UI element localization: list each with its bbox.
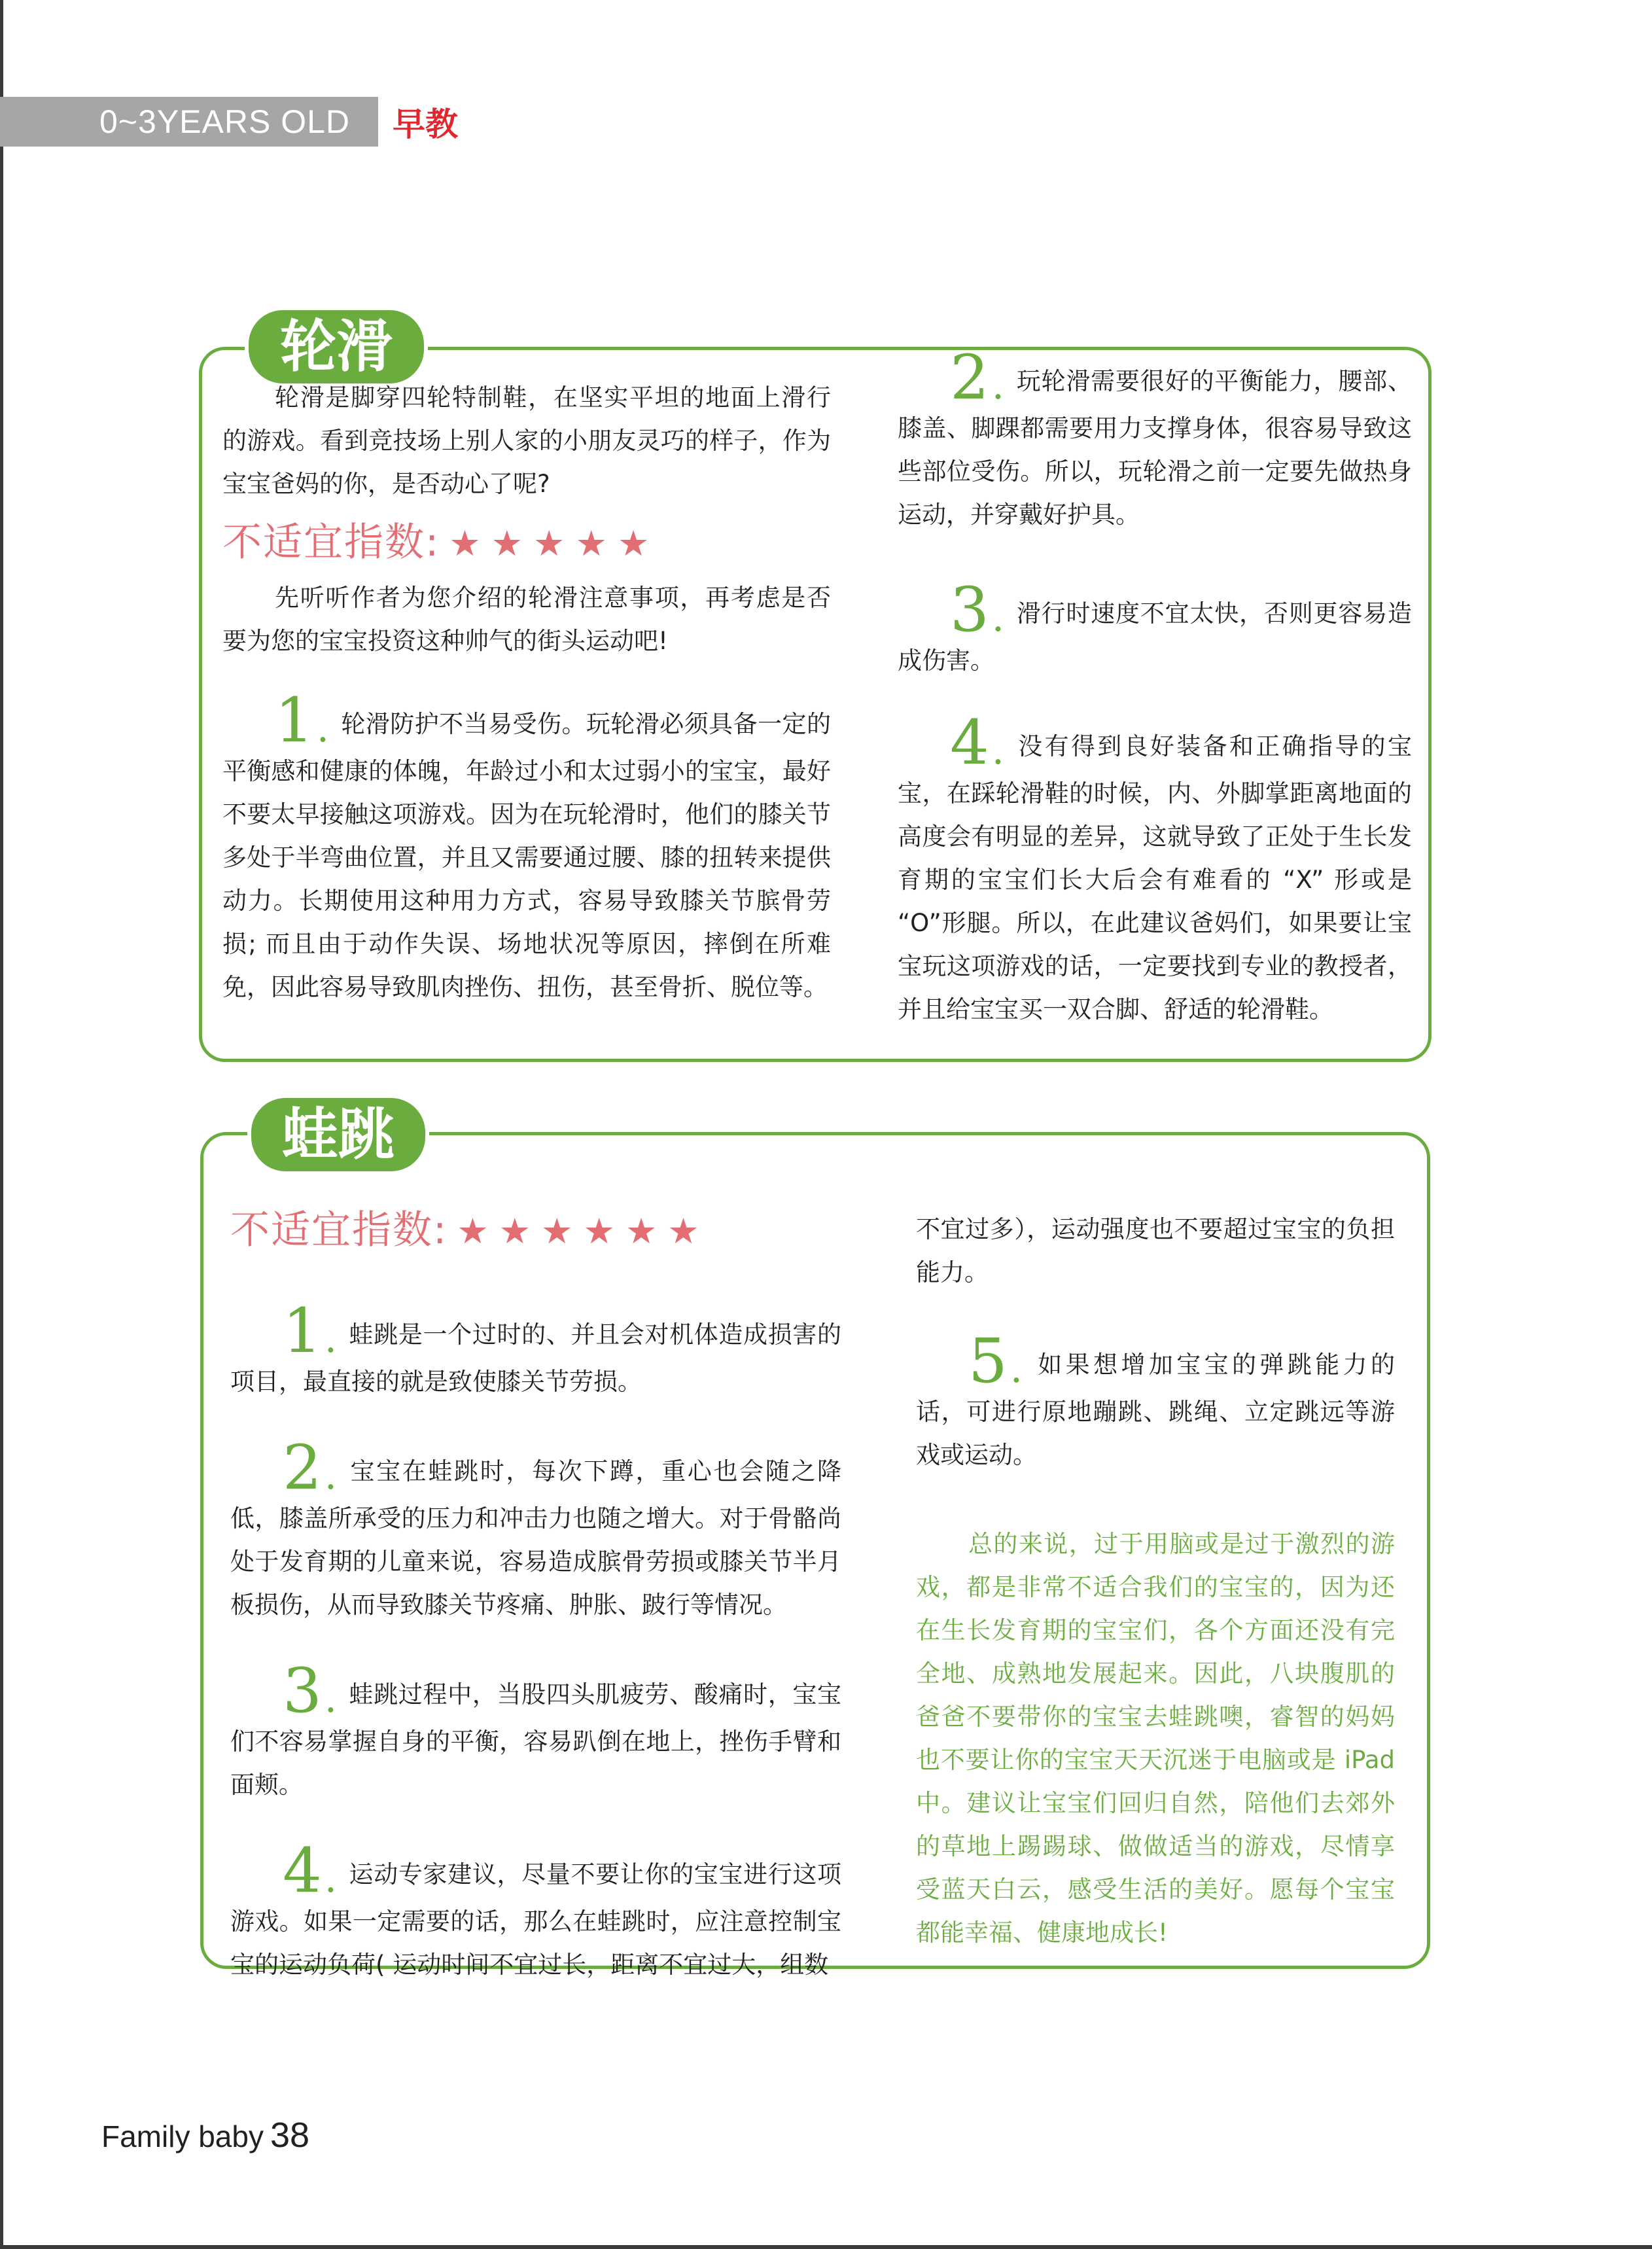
point-number: 5. xyxy=(968,1326,1023,1397)
page-edge xyxy=(0,0,3,2249)
rating-stars: ★★★★★★ xyxy=(457,1211,710,1252)
rating-label: 不适宜指数: xyxy=(222,520,440,565)
page-edge-bottom xyxy=(0,2245,1652,2249)
rating-row xyxy=(222,510,831,576)
section-intro: 轮滑是脚穿四轮特制鞋，在坚实平坦的地面上滑行的游戏。看到竞技场上别人家的小朋友灵巧的样子，作为宝宝爸妈的你，是否动心了呢? xyxy=(222,383,831,498)
numbered-point xyxy=(898,342,1412,537)
rating-stars: ★★★★★ xyxy=(449,523,660,564)
point-number: 2. xyxy=(283,1432,337,1504)
point-number: 1. xyxy=(283,1296,337,1367)
point-number: 2. xyxy=(950,342,1004,414)
point-continuation: 不宜过多），运动强度也不要超过宝宝的负担能力。 xyxy=(916,1215,1395,1286)
rating-label: 不适宜指数: xyxy=(230,1207,448,1253)
numbered-point xyxy=(230,1656,841,1807)
point-text: 运动专家建议，尽量不要让你的宝宝进行这项游戏。如果一定需要的话，那么在蛙跳时，应注意控制宝宝的运动负荷( 运动时间不宜过长，距离不宜过大，组数 xyxy=(230,1860,841,1979)
point-text: 宝宝在蛙跳时，每次下蹲，重心也会随之降低，膝盖所承受的压力和冲击力也随之增大。对于骨骼尚处于发育期的儿童来说，容易造成膑骨劳损或膝关节半月板损伤，从而导致膝关节疼痛、肿胀、跛行等情况。 xyxy=(230,1457,841,1619)
summary-paragraph: 总的来说，过于用脑或是过于激烈的游戏，都是非常不适合我们的宝宝的，因为还在生长发育期的宝宝们，各个方面还没有完全地、成熟地发展起来。因此，八块腹肌的爸爸不要带你的宝宝去蛙跳噢，睿智的妈妈也不要让你的宝宝天天沉迷于电脑或是 iPad 中。建议让宝宝们回归自然，陪他们去郊外的草地上踢踢球、做做适当的游戏，尽情享受蓝天白云，感受生活的美好。愿每个宝宝都能幸福、健康地成长! xyxy=(916,1530,1395,1947)
point-number: 3. xyxy=(283,1656,337,1727)
numbered-point xyxy=(898,707,1412,1031)
section-frogjump-left-column xyxy=(230,1197,841,1987)
section-rollerskating-left-column xyxy=(222,376,831,1009)
point-number: 4. xyxy=(950,707,1004,779)
point-text: 如果想增加宝宝的弹跳能力的话，可进行原地蹦跳、跳绳、立定跳远等游戏或运动。 xyxy=(916,1351,1395,1469)
point-text: 蛙跳是一个过时的、并且会对机体造成损害的项目，最直接的就是致使膝关节劳损。 xyxy=(230,1320,841,1396)
section-frogjump-right-column xyxy=(916,1208,1395,1955)
point-text: 蛙跳过程中，当股四头肌疲劳、酸痛时，宝宝们不容易掌握自身的平衡，容易趴倒在地上，挫伤手臂和面颊。 xyxy=(230,1680,841,1799)
rating-row xyxy=(230,1197,841,1264)
page-footer xyxy=(101,2115,309,2155)
numbered-point xyxy=(222,685,831,1009)
point-number: 4. xyxy=(283,1835,337,1907)
point-text: 轮滑防护不当易受伤。玩轮滑必须具备一定的平衡感和健康的体魄，年龄过小和太过弱小的宝宝，最好不要太早接触这项游戏。因为在玩轮滑时，他们的膝关节多处于半弯曲位置，并且又需要通过腰、膝的扭转来提供动力。长期使用这种用力方式，容易导致膝关节膑骨劳损; 而且由于动作失误、场地状况等原因，摔倒在所难免，因此容易导致肌肉挫伤、扭伤，甚至骨折、脱位等。 xyxy=(222,710,831,1001)
header-age-label: 0~3YEARS OLD xyxy=(0,97,378,147)
numbered-point xyxy=(898,575,1412,682)
point-number: 1. xyxy=(275,685,329,756)
numbered-point xyxy=(230,1296,841,1404)
numbered-point xyxy=(230,1432,841,1627)
point-text: 没有得到良好装备和正确指导的宝宝，在踩轮滑鞋的时候，内、外脚掌距离地面的高度会有明显的差异，这就导致了正处于生长发育期的宝宝们长大后会有难看的 “X” 形或是 “O”形腿。所以，在此建议爸妈们，如果要让宝宝玩这项游戏的话，一定要找到专业的教授者，并且给宝宝买一双合脚、舒适的轮滑鞋。 xyxy=(898,732,1412,1023)
point-text: 玩轮滑需要很好的平衡能力，腰部、膝盖、脚踝都需要用力支撑身体，很容易导致这些部位受伤。所以，玩轮滑之前一定要先做热身运动，并穿戴好护具。 xyxy=(898,367,1412,529)
section-rollerskating-title: 轮滑 xyxy=(249,310,424,383)
section-rollerskating-right-column xyxy=(898,342,1412,1031)
section-frogjump-title: 蛙跳 xyxy=(251,1098,425,1171)
numbered-point xyxy=(916,1326,1395,1477)
magazine-name: Family baby xyxy=(101,2119,264,2153)
point-number: 3. xyxy=(950,575,1004,646)
section-lead: 先听听作者为您介绍的轮滑注意事项，再考虑是否要为您的宝宝投资这种帅气的街头运动吧! xyxy=(222,584,831,655)
numbered-point xyxy=(230,1835,841,1987)
page-number: 38 xyxy=(270,2116,310,2155)
header-category-tag: 早教 xyxy=(393,105,458,143)
point-text: 滑行时速度不宜太快，否则更容易造成伤害。 xyxy=(898,599,1412,675)
